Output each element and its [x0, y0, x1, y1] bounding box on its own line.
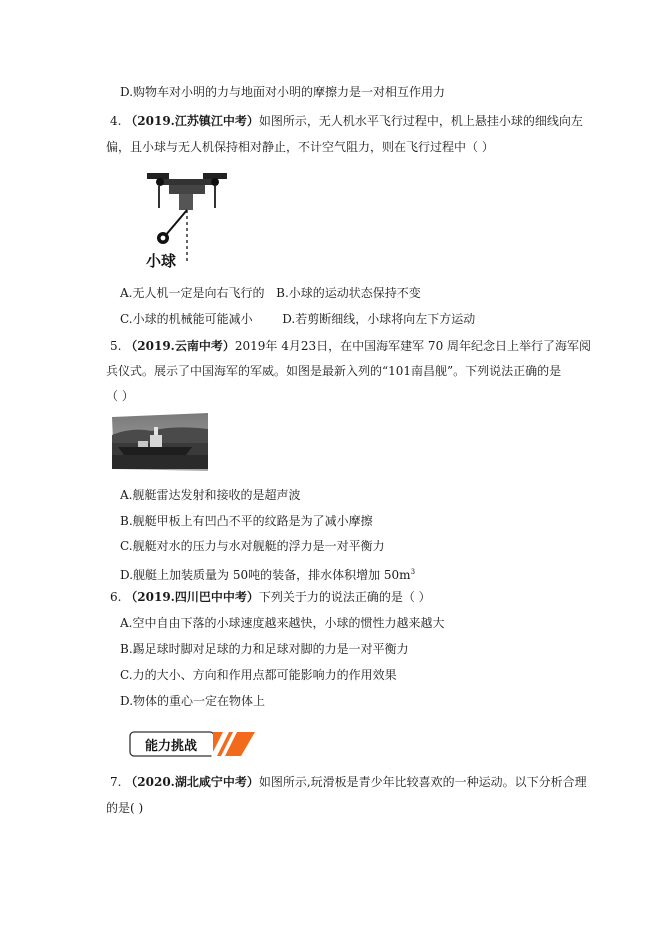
q6-option-b: B.踢足球时脚对足球的力和足球对脚的力是一对平衡力	[120, 642, 409, 656]
q5-stem-text: 2019年 4月23日，在中国海军建军 70 周年纪念日上举行了海军阅	[234, 339, 592, 353]
q6-stem	[110, 589, 431, 605]
q6-stem-text: 下列关于力的说法正确的是（ ）	[258, 590, 431, 604]
q4-source: （2019.江苏镇江中考）	[125, 114, 259, 128]
q4-options-cd	[120, 311, 475, 327]
ball-label: 小球	[146, 252, 177, 270]
q5-option-c: C.舰艇对水的压力与水对舰艇的浮力是一对平衡力	[120, 539, 385, 553]
q5-option-b: B.舰艇甲板上有凹凸不平的纹路是为了减小摩擦	[120, 514, 373, 528]
section-title: 能力挑战	[144, 738, 197, 754]
drone-icon	[147, 173, 227, 210]
q5-stem-line2: 兵仪式。展示了中国海军的军威。如图是最新入列的“101南昌舰”。下列说法正确的是	[106, 364, 562, 378]
q4-option-d: D.若剪断细线，小球将向左下方运动	[282, 312, 476, 326]
q7-stem-line2: 的是( )	[106, 801, 144, 815]
q5-stem-line1	[110, 338, 591, 354]
drone-figure	[143, 168, 238, 273]
q7-number: 7.	[110, 775, 122, 789]
q3-option-d: D.购物车对小明的力与地面对小明的摩擦力是一对相互作用力	[120, 85, 446, 99]
q6-option-c: C.力的大小、方向和作用点都可能影响力的作用效果	[120, 668, 397, 682]
q6-option-a: A.空中自由下落的小球速度越来越快，小球的惯性力越来越大	[120, 616, 445, 630]
section-badge	[129, 731, 255, 757]
q4-stem-line1	[110, 113, 583, 129]
q5-option-d-text: D.舰艇上加装质量为 50吨的装备，排水体积增加 50m	[120, 568, 411, 582]
q7-source: （2020.湖北咸宁中考）	[125, 775, 259, 789]
q5-option-d	[120, 564, 415, 583]
q4-stem-text: 如图所示，无人机水平飞行过程中，机上悬挂小球的细线向左	[258, 114, 583, 128]
q4-number: 4.	[110, 114, 122, 128]
q4-option-c: C.小球的机械能可能减小	[120, 312, 253, 326]
string-line	[165, 210, 187, 236]
q5-option-a: A.舰艇雷达发射和接收的是超声波	[120, 488, 301, 502]
warship-photo	[112, 413, 208, 471]
q5-number: 5.	[110, 339, 122, 353]
q5-option-d-superscript: 3	[410, 568, 416, 576]
q4-options-ab	[120, 285, 421, 301]
q4-option-a: A.无人机一定是向右飞行的	[120, 286, 265, 300]
q6-source: （2019.四川巴中中考）	[125, 590, 259, 604]
q5-source: （2019.云南中考）	[125, 339, 235, 353]
q6-number: 6.	[110, 590, 122, 604]
q7-stem-line1	[110, 774, 587, 790]
q6-option-d: D.物体的重心一定在物体上	[120, 694, 266, 708]
q4-option-b: B.小球的运动状态保持不变	[276, 286, 421, 300]
q7-stem-text: 如图所示,玩滑板是青少年比较喜欢的一种运动。以下分析合理	[258, 775, 587, 789]
q5-stem-line3: （ ）	[106, 389, 134, 403]
q4-stem-line2: 偏，且小球与无人机保持相对静止，不计空气阻力，则在飞行过程中（ ）	[106, 140, 494, 154]
